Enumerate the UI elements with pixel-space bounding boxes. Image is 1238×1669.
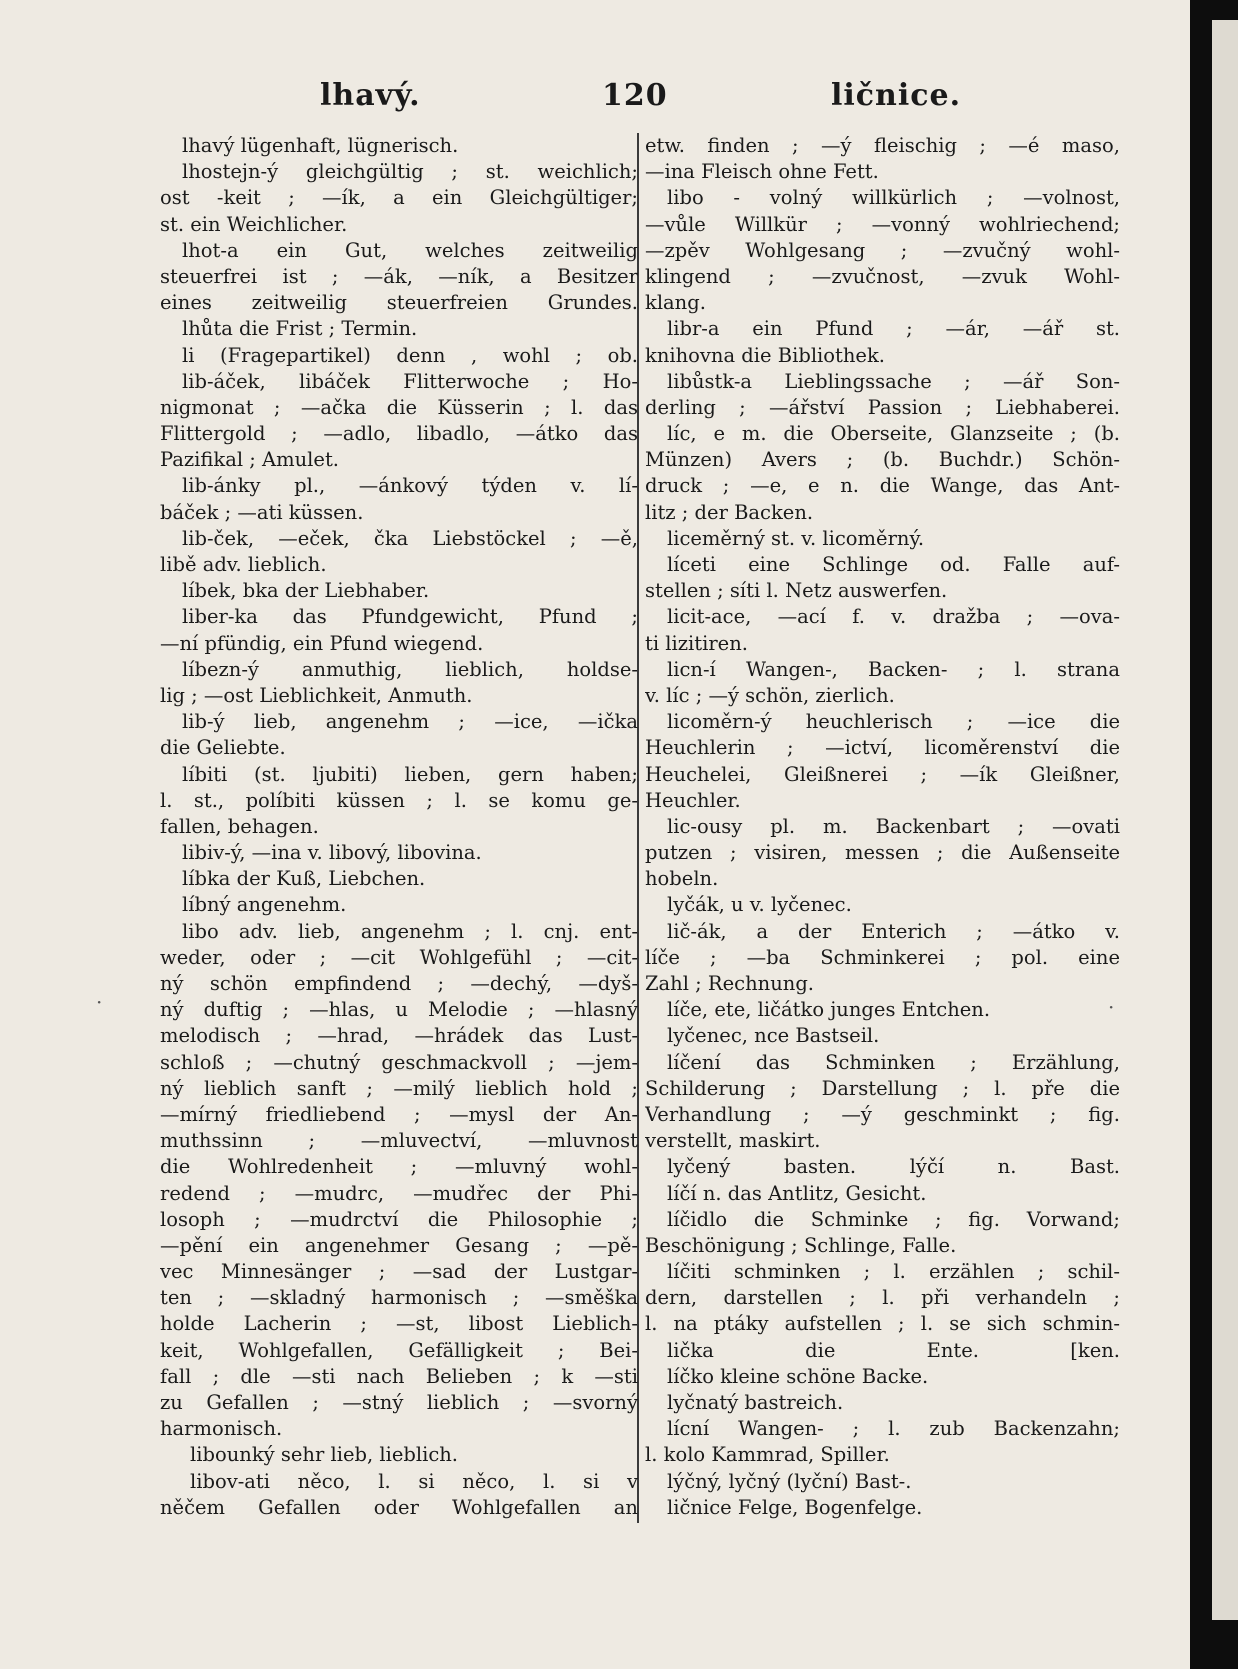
left-column-line: líbiti (st. ljubiti) lieben, gern haben;	[182, 762, 638, 786]
right-column-line: líčidlo die Schminke ; fig. Vorwand;	[667, 1207, 1120, 1231]
right-column-line: lícní Wangen- ; l. zub Backenzahn;	[667, 1417, 1120, 1441]
left-column-line: zu Gefallen ; —stný lieblich ; —svorný	[160, 1391, 638, 1414]
right-column-line: líčiti schminken ; l. erzählen ; schil-	[667, 1260, 1120, 1284]
left-column-line: steuerfrei ist ; —ák, —ník, a Besitzer	[160, 264, 638, 288]
left-column-line: líbezn-ý anmuthig, lieblich, holdse-	[182, 657, 638, 681]
left-column-line: libiv-ý, —ina v. libový, libovina.	[182, 841, 482, 865]
right-column-line: Heuchelei, Gleißnerei ; —ík Gleißner,	[645, 762, 1120, 786]
left-column-line: lhostejn-ý gleichgültig ; st. weichlich;	[182, 160, 638, 184]
left-column-line: ný schön empfindend ; —dechý, —dyš-	[160, 972, 638, 995]
right-column-line: Zahl ; Rechnung.	[645, 972, 814, 995]
left-column-line: weder, oder ; —cit Wohlgefühl ; —cit-	[160, 945, 638, 969]
left-column-line: lib-ček, —eček, čka Liebstöckel ; —ě,	[182, 526, 638, 550]
right-column-line: putzen ; visiren, messen ; die Außenseite	[645, 841, 1120, 865]
left-column-line: libounký sehr lieb, lieblich.	[190, 1443, 459, 1467]
right-column-line: Verhandlung ; —ý geschminkt ; fig.	[645, 1102, 1120, 1126]
left-column-line: lib-ánky pl., —ánkový týden v. lí-	[182, 474, 638, 498]
left-column-line: holde Lacherin ; —st, libost Lieblich-	[160, 1312, 638, 1336]
left-column-line: lig ; —ost Lieblichkeit, Anmuth.	[160, 683, 473, 707]
left-column-line: liber-ka das Pfundgewicht, Pfund ;	[182, 605, 638, 629]
left-column-line: lhavý lügenhaft, lügnerisch.	[182, 134, 459, 157]
right-column-line: Heuchler.	[645, 788, 741, 812]
right-column-line: dern, darstellen ; l. při verhandeln ;	[645, 1286, 1120, 1310]
right-column-line: lyčený basten. lýčí n. Bast.	[667, 1155, 1120, 1179]
left-column-line: báček ; —ati küssen.	[160, 500, 364, 524]
right-column-line: knihovna die Bibliothek.	[645, 343, 885, 367]
right-column-line: licn-í Wangen-, Backen- ; l. strana	[667, 657, 1120, 681]
right-column-line: druck ; —e, e n. die Wange, das Ant-	[645, 474, 1120, 498]
right-column-line: lyčák, u v. lyčenec.	[667, 893, 852, 917]
right-column-line: liceměrný st. v. licoměrný.	[667, 526, 925, 550]
right-column-line: lýčný, lyčný (lyční) Bast-.	[667, 1469, 912, 1493]
left-column-line: líbek, bka der Liebhaber.	[182, 579, 430, 603]
left-column-line: vec Minnesänger ; —sad der Lustgar-	[160, 1260, 638, 1284]
right-column-line: líčí n. das Antlitz, Gesicht.	[667, 1181, 927, 1205]
right-column-line: Heuchlerin ; —ictví, licoměrenství die	[645, 736, 1120, 760]
left-column-line: li (Fragepartikel) denn , wohl ; ob.	[182, 343, 638, 367]
right-column-line: lyčnatý bastreich.	[667, 1391, 844, 1414]
left-column-line: —pění ein angenehmer Gesang ; —pě-	[160, 1233, 638, 1257]
right-column-line: derling ; —ářství Passion ; Liebhaberei.	[645, 395, 1120, 419]
next-page-edge	[1190, 0, 1238, 1669]
left-column-line: ný lieblich sanft ; —milý lieblich hold ;	[160, 1076, 638, 1100]
left-column-line: líbka der Kuß, Liebchen.	[182, 867, 426, 891]
left-column-line: keit, Wohlgefallen, Gefälligkeit ; Bei-	[160, 1338, 638, 1362]
right-column-line: —zpěv Wohlgesang ; —zvučný wohl-	[645, 238, 1120, 262]
right-column	[645, 133, 1120, 1521]
right-column-line: verstellt, maskirt.	[645, 1129, 821, 1153]
left-column-line: libo adv. lieb, angenehm ; l. cnj. ent-	[182, 919, 638, 943]
right-column-line: lička die Ente. [ken.	[667, 1338, 1120, 1362]
left-column-line: eines zeitweilig steuerfreien Grundes.	[160, 291, 638, 315]
right-column-line: ličnice Felge, Bogenfelge.	[667, 1495, 923, 1519]
left-column	[160, 133, 638, 1521]
right-column-line: líceti eine Schlinge od. Falle auf-	[667, 553, 1120, 576]
page-header	[170, 78, 1170, 124]
right-column-line: líče, ete, ličátko junges Entchen.	[667, 998, 991, 1022]
right-column-line: líčení das Schminken ; Erzählung,	[667, 1050, 1120, 1074]
right-column-line: lyčenec, nce Bastseil.	[667, 1024, 880, 1048]
left-column-line: schloß ; —chutný geschmackvoll ; —jem-	[160, 1050, 638, 1074]
right-column-line: etw. finden ; —ý fleischig ; —é maso,	[645, 134, 1120, 157]
left-column-line: Flittergold ; —adlo, libadlo, —átko das	[160, 422, 638, 446]
right-column-line: hobeln.	[645, 867, 719, 891]
left-column-line: —mírný friedliebend ; —mysl der An-	[160, 1102, 638, 1126]
left-column-line: redend ; —mudrc, —mudřec der Phi-	[160, 1181, 638, 1205]
right-column-line: licit-ace, —ací f. v. dražba ; —ova-	[667, 605, 1120, 629]
left-column-line: ten ; —skladný harmonisch ; —směška	[160, 1286, 638, 1310]
right-column-line: l. kolo Kammrad, Spiller.	[645, 1443, 890, 1467]
left-column-line: muthssinn ; —mluvectví, —mluvnost	[160, 1129, 638, 1153]
right-column-line: libr-a ein Pfund ; —ár, —ář st.	[667, 317, 1120, 341]
right-column-line: licoměrn-ý heuchlerisch ; —ice die	[667, 710, 1120, 734]
right-column-line: l. na ptáky aufstellen ; l. se sich schmin-	[645, 1312, 1120, 1336]
right-column-line: —vůle Willkür ; —vonný wohlriechend;	[645, 212, 1120, 236]
left-column-line: libov-ati něco, l. si něco, l. si v	[190, 1469, 638, 1493]
left-column-line: něčem Gefallen oder Wohlgefallen an	[160, 1495, 638, 1519]
left-column-line: melodisch ; —hrad, —hrádek das Lust-	[160, 1024, 638, 1048]
right-column-line: stellen ; síti l. Netz auswerfen.	[645, 579, 948, 603]
next-page-sliver	[1212, 20, 1238, 1620]
page-number: 120	[602, 78, 668, 113]
left-column-line: Pazifikal ; Amulet.	[160, 448, 339, 472]
specks-mark: ·	[96, 990, 103, 1014]
left-column-line: die Geliebte.	[160, 736, 286, 760]
right-column-line: líčko kleine schöne Backe.	[667, 1364, 929, 1388]
right-column-line: Münzen) Avers ; (b. Buchdr.) Schön-	[645, 448, 1120, 472]
right-column-line: klingend ; —zvučnost, —zvuk Wohl-	[645, 264, 1120, 288]
left-column-line: ost -keit ; —ík, a ein Gleichgültiger;	[160, 186, 638, 210]
left-column-line: líbný angenehm.	[182, 893, 347, 917]
left-column-line: lhůta die Frist ; Termin.	[182, 317, 418, 341]
specks-mark: ·	[1108, 995, 1115, 1019]
left-column-line: ný duftig ; —hlas, u Melodie ; —hlasný	[160, 998, 638, 1022]
right-column-line: líče ; —ba Schminkerei ; pol. eine	[645, 945, 1120, 969]
left-column-line: lib-ý lieb, angenehm ; —ice, —ička	[182, 710, 638, 734]
left-column-line: l. st., políbiti küssen ; l. se komu ge-	[160, 788, 638, 812]
right-column-line: klang.	[645, 291, 706, 315]
right-column-line: Beschönigung ; Schlinge, Falle.	[645, 1233, 957, 1257]
right-column-line: lič-ák, a der Enterich ; —átko v.	[667, 919, 1120, 943]
right-column-line: libo - volný willkürlich ; —volnost,	[667, 186, 1120, 210]
left-column-line: harmonisch.	[160, 1417, 283, 1441]
right-column-line: lic-ousy pl. m. Backenbart ; —ovati	[667, 814, 1120, 838]
left-column-line: st. ein Weichlicher.	[160, 212, 348, 236]
right-column-line: litz ; der Backen.	[645, 500, 814, 524]
right-column-line: Schilderung ; Darstellung ; l. pře die	[645, 1076, 1120, 1100]
left-column-line: lhot-a ein Gut, welches zeitweilig	[182, 238, 638, 262]
left-column-line: libě adv. lieblich.	[160, 553, 327, 576]
right-column-line: —ina Fleisch ohne Fett.	[645, 160, 879, 184]
left-column-line: —ní pfündig, ein Pfund wiegend.	[160, 631, 484, 655]
right-column-line: ti lizitiren.	[645, 631, 748, 655]
left-column-line: fall ; dle —sti nach Belieben ; k —sti	[160, 1364, 638, 1388]
left-column-line: fallen, behagen.	[160, 814, 319, 838]
right-column-line: libůstk-a Lieblingssache ; —ář Son-	[667, 369, 1120, 393]
right-column-line: líc, e m. die Oberseite, Glanzseite ; (b.	[667, 422, 1120, 446]
left-guide-word: lhavý.	[320, 78, 421, 113]
right-guide-word: ličnice.	[831, 78, 962, 113]
left-column-line: nigmonat ; —ačka die Küsserin ; l. das	[160, 395, 638, 419]
left-column-line: die Wohlredenheit ; —mluvný wohl-	[160, 1155, 638, 1179]
right-column-line: v. líc ; —ý schön, zierlich.	[645, 683, 895, 707]
left-column-line: lib-áček, libáček Flitterwoche ; Ho-	[182, 369, 638, 393]
left-column-line: losoph ; —mudrctví die Philosophie ;	[160, 1207, 638, 1231]
